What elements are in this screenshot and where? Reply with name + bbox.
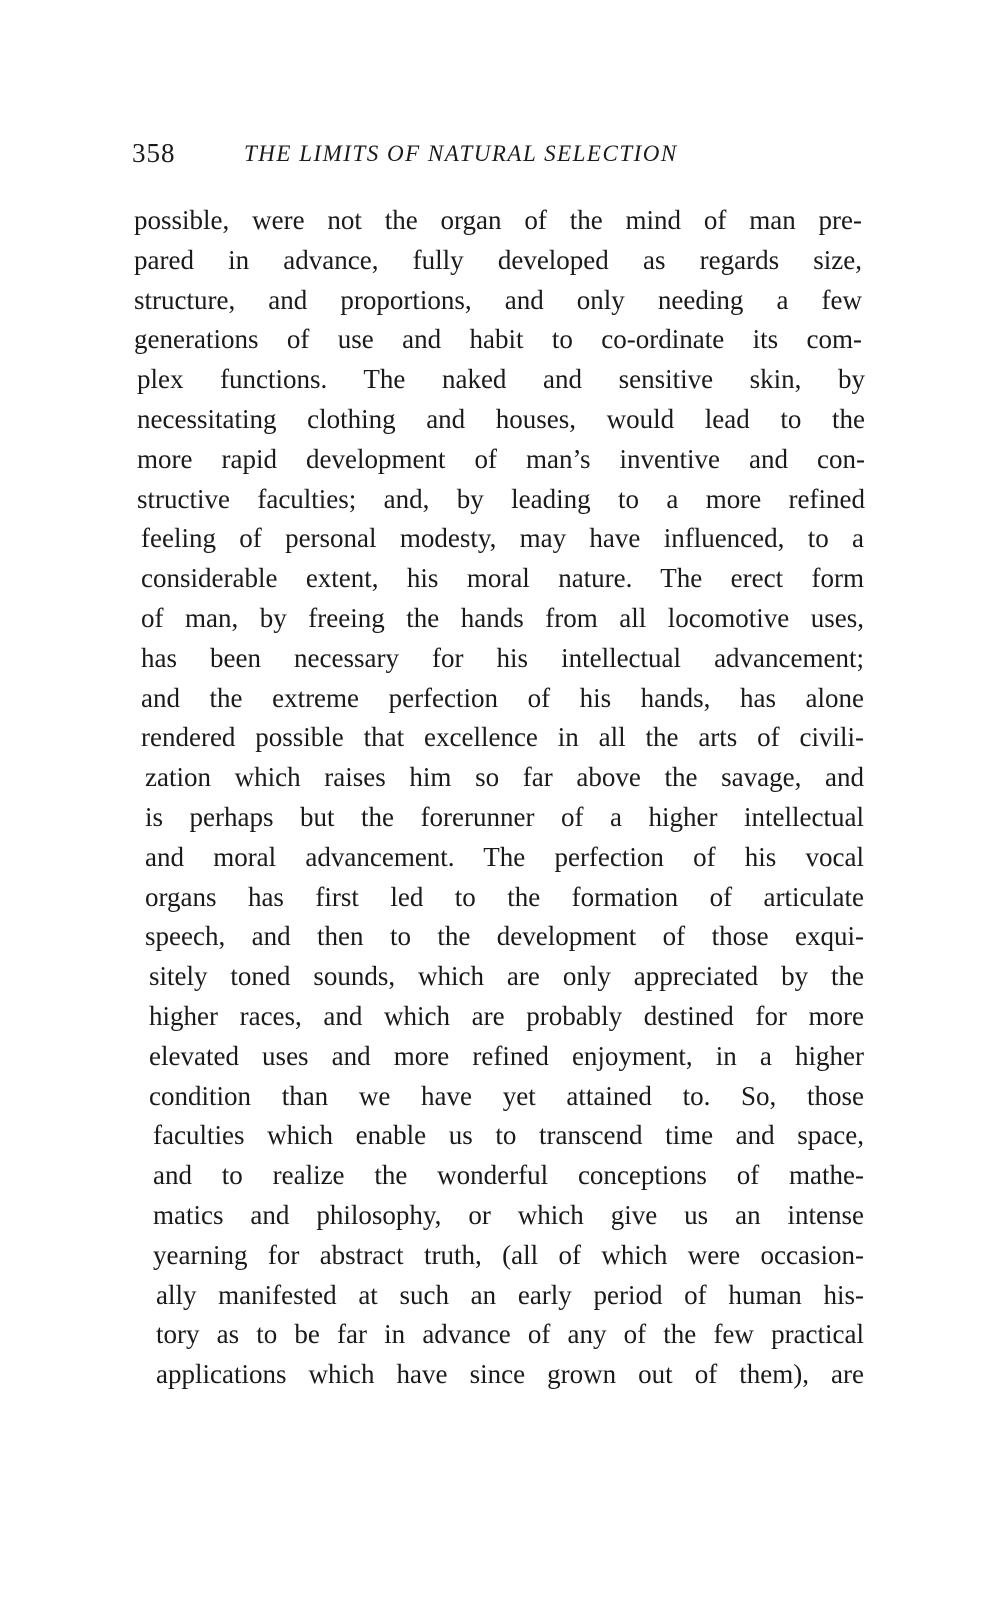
text-line: pared in advance, fully developed as regards size, [134,244,862,275]
text-line: organs has first led to the formation of articulate [145,881,864,912]
body-text [134,201,865,1395]
text-line: zation which raises him so far above the savage, and [145,762,864,793]
text-line: considerable extent, his moral nature. The erect form [141,563,864,594]
text-line: feeling of personal modesty, may have influenced, to a [141,523,864,554]
text-line: generations of use and habit to co-ordinate its com- [134,324,862,355]
text-line: and the extreme perfection of his hands, has alone [141,682,864,713]
text-line: plex functions. The naked and sensitive skin, by [137,364,865,395]
text-line: sitely toned sounds, which are only appreciated by the [149,961,864,992]
text-line: and moral advancement. The perfection of his vocal [145,841,864,872]
text-line: higher races, and which are probably destined for more [149,1000,864,1031]
text-line: possible, were not the organ of the mind of man pre- [134,205,862,235]
text-line: necessitating clothing and houses, would lead to the [137,403,865,434]
text-line: has been necessary for his intellectual advancement; [141,642,864,673]
text-line: applications which have since grown out of them), are [156,1359,864,1390]
page-number: 358 [132,138,176,168]
text-line: elevated uses and more refined enjoyment, in a higher [149,1040,864,1071]
text-line: structive faculties; and, by leading to a more refined [137,483,865,514]
text-line: structure, and proportions, and only needing a few [134,284,862,315]
text-line: more rapid development of man’s inventive and con- [137,443,865,474]
text-line: yearning for abstract truth, (all of which were occasion- [153,1239,864,1270]
text-line: tory as to be far in advance of any of the few practical [156,1319,864,1350]
text-line: ally manifested at such an early period of human his- [156,1279,864,1310]
text-line: faculties which enable us to transcend time and space, [153,1120,864,1151]
running-head [132,138,872,178]
text-line: of man, by freeing the hands from all locomotive uses, [141,602,864,633]
text-line: is perhaps but the forerunner of a higher intellectual [145,801,864,832]
text-line: condition than we have yet attained to. So, those [149,1080,864,1111]
running-title: THE LIMITS OF NATURAL SELECTION [244,141,678,166]
text-line: and to realize the wonderful conceptions of mathe- [153,1160,864,1191]
text-line: rendered possible that excellence in all the arts of civili- [141,722,864,753]
text-line: speech, and then to the development of those exqui- [145,921,864,952]
text-line: matics and philosophy, or which give us an intense [153,1199,864,1230]
